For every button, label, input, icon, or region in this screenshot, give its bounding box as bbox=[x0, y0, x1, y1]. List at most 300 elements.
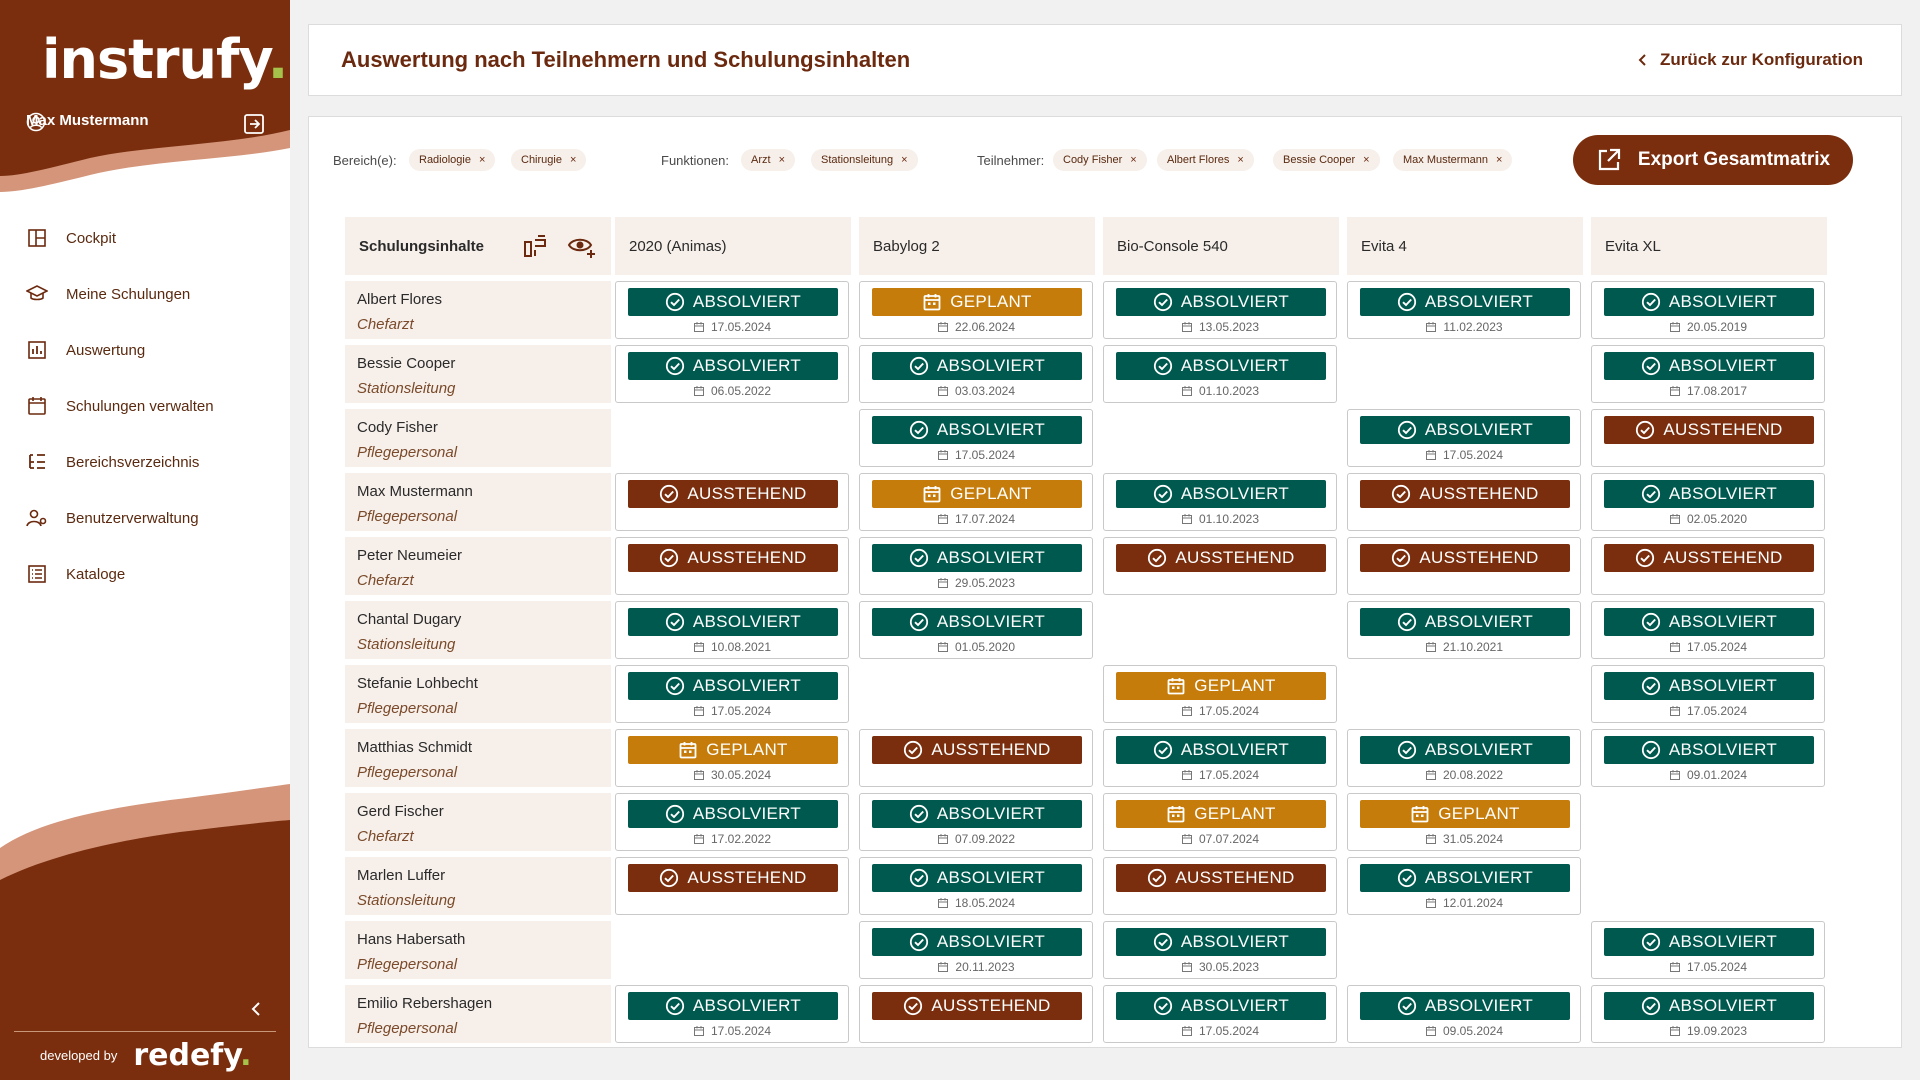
filter-chip-bereich[interactable] bbox=[511, 149, 586, 171]
matrix-cell[interactable] bbox=[859, 793, 1093, 851]
matrix-cell[interactable] bbox=[1103, 345, 1337, 403]
column-header-label: Bio-Console 540 bbox=[1117, 237, 1228, 255]
calendar-small-icon bbox=[1669, 385, 1681, 397]
status-date bbox=[1348, 640, 1580, 654]
calendar-small-icon bbox=[937, 513, 949, 525]
matrix-cell[interactable] bbox=[1103, 729, 1337, 787]
matrix-cell[interactable] bbox=[859, 537, 1093, 595]
status-absolviert-badge[interactable] bbox=[1116, 480, 1326, 508]
teilnehmer-filter-label: Teilnehmer: bbox=[977, 153, 1045, 168]
participant-label bbox=[345, 729, 611, 787]
date-value: 01.05.2020 bbox=[954, 640, 1016, 654]
status-absolviert-badge[interactable] bbox=[628, 288, 838, 316]
status-date bbox=[860, 960, 1092, 974]
matrix-cell[interactable] bbox=[1591, 729, 1825, 787]
status-geplant-badge[interactable] bbox=[1360, 800, 1570, 828]
status-label: AUSSTEHEND bbox=[1419, 548, 1539, 567]
matrix-cell[interactable] bbox=[1591, 473, 1825, 531]
date-value: 10.08.2021 bbox=[710, 640, 772, 654]
matrix-cell[interactable] bbox=[859, 601, 1093, 659]
status-ausstehend-badge[interactable] bbox=[628, 864, 838, 892]
calendar-icon bbox=[1166, 676, 1186, 696]
calendar-small-icon bbox=[937, 385, 949, 397]
check-circle-icon bbox=[1153, 932, 1173, 952]
status-absolviert-badge[interactable] bbox=[1604, 288, 1814, 316]
calendar-small-icon bbox=[1181, 769, 1193, 781]
matrix-cell[interactable] bbox=[1103, 793, 1337, 851]
status-label: GEPLANT bbox=[1438, 804, 1520, 823]
participant-role: Pflegepersonal bbox=[357, 956, 458, 973]
status-absolviert-badge[interactable] bbox=[1360, 864, 1570, 892]
filter-chip-teilnehmer[interactable] bbox=[1273, 149, 1380, 171]
matrix-cell[interactable] bbox=[1103, 857, 1337, 915]
status-absolviert-badge[interactable] bbox=[628, 800, 838, 828]
status-date bbox=[1104, 1024, 1336, 1038]
matrix-cell[interactable] bbox=[1591, 601, 1825, 659]
check-circle-icon bbox=[1641, 292, 1661, 312]
check-circle-icon bbox=[665, 804, 685, 824]
status-absolviert-badge[interactable] bbox=[1116, 992, 1326, 1020]
check-circle-icon bbox=[665, 356, 685, 376]
status-label: GEPLANT bbox=[1194, 804, 1276, 823]
matrix-cell[interactable] bbox=[615, 729, 849, 787]
status-date bbox=[1104, 768, 1336, 782]
status-date bbox=[616, 320, 848, 334]
status-label: ABSOLVIERT bbox=[936, 612, 1046, 631]
status-date bbox=[616, 1024, 848, 1038]
status-ausstehend-badge[interactable] bbox=[1604, 544, 1814, 572]
chip-label: Arzt bbox=[751, 154, 771, 166]
matrix-cell[interactable] bbox=[1591, 409, 1825, 467]
nav-item-cockpit[interactable] bbox=[0, 210, 290, 266]
user-circle-icon bbox=[26, 112, 46, 132]
date-value: 17.05.2024 bbox=[710, 704, 772, 718]
nav-label: Auswertung bbox=[66, 341, 146, 359]
nav-item-bereichsverzeichnis[interactable] bbox=[0, 434, 290, 490]
date-value: 17.05.2024 bbox=[1686, 704, 1748, 718]
check-circle-icon bbox=[1147, 548, 1167, 568]
status-absolviert-badge[interactable] bbox=[1360, 416, 1570, 444]
date-value: 18.05.2024 bbox=[954, 896, 1016, 910]
remove-chip-icon[interactable]: × bbox=[1130, 154, 1137, 166]
status-label: ABSOLVIERT bbox=[692, 804, 802, 823]
column-config-icon[interactable] bbox=[521, 232, 549, 260]
status-label: ABSOLVIERT bbox=[692, 292, 802, 311]
matrix-cell[interactable] bbox=[1103, 985, 1337, 1043]
matrix-cell[interactable] bbox=[615, 985, 849, 1043]
participant-role: Pflegepersonal bbox=[357, 700, 458, 717]
status-label: ABSOLVIERT bbox=[936, 420, 1046, 439]
nav-item-auswertung[interactable] bbox=[0, 322, 290, 378]
status-ausstehend-badge[interactable] bbox=[1604, 416, 1814, 444]
check-circle-icon bbox=[1635, 420, 1655, 440]
status-date bbox=[616, 384, 848, 398]
status-label: ABSOLVIERT bbox=[936, 932, 1046, 951]
matrix-cell[interactable] bbox=[615, 857, 849, 915]
status-geplant-badge[interactable] bbox=[628, 736, 838, 764]
check-circle-icon bbox=[1397, 740, 1417, 760]
status-absolviert-badge[interactable] bbox=[1604, 672, 1814, 700]
calendar-icon bbox=[678, 740, 698, 760]
status-date bbox=[860, 640, 1092, 654]
filter-chip-funktion[interactable] bbox=[741, 149, 795, 171]
participant-role: Pflegepersonal bbox=[357, 764, 458, 781]
calendar-icon bbox=[1166, 804, 1186, 824]
date-value: 11.02.2023 bbox=[1443, 320, 1503, 334]
calendar-small-icon bbox=[693, 385, 705, 397]
date-value: 01.10.2023 bbox=[1198, 384, 1260, 398]
check-circle-icon bbox=[1397, 420, 1417, 440]
status-ausstehend-badge[interactable] bbox=[1360, 480, 1570, 508]
layout-icon bbox=[26, 227, 48, 249]
participant-name: Peter Neumeier bbox=[357, 547, 463, 564]
status-absolviert-badge[interactable] bbox=[872, 800, 1082, 828]
status-label: AUSSTEHEND bbox=[687, 548, 807, 567]
status-date bbox=[1592, 640, 1824, 654]
matrix-cell[interactable] bbox=[1347, 985, 1581, 1043]
check-circle-icon bbox=[1641, 996, 1661, 1016]
nav-label: Kataloge bbox=[66, 565, 126, 583]
main-navigation bbox=[0, 210, 290, 602]
status-label: ABSOLVIERT bbox=[1668, 676, 1778, 695]
status-absolviert-badge[interactable] bbox=[628, 992, 838, 1020]
calendar-small-icon bbox=[1669, 321, 1681, 333]
date-value: 12.01.2024 bbox=[1442, 896, 1504, 910]
status-ausstehend-badge[interactable] bbox=[1116, 544, 1326, 572]
matrix-cell[interactable] bbox=[1103, 537, 1337, 595]
status-date bbox=[860, 576, 1092, 590]
matrix-cell[interactable] bbox=[859, 345, 1093, 403]
status-date bbox=[860, 832, 1092, 846]
matrix-cell[interactable] bbox=[1591, 281, 1825, 339]
status-absolviert-badge[interactable] bbox=[628, 608, 838, 636]
status-label: AUSSTEHEND bbox=[687, 484, 807, 503]
status-date bbox=[1104, 960, 1336, 974]
status-label: ABSOLVIERT bbox=[1424, 292, 1534, 311]
participant-label bbox=[345, 985, 611, 1043]
status-ausstehend-badge[interactable] bbox=[1360, 544, 1570, 572]
matrix-cell[interactable] bbox=[1591, 345, 1825, 403]
participant-name: Emilio Rebershagen bbox=[357, 995, 493, 1012]
participant-name: Bessie Cooper bbox=[357, 355, 456, 372]
status-absolviert-badge[interactable] bbox=[1116, 928, 1326, 956]
participant-name: Albert Flores bbox=[357, 291, 443, 308]
check-circle-icon bbox=[903, 996, 923, 1016]
matrix-cell[interactable] bbox=[1103, 473, 1337, 531]
matrix-cell[interactable] bbox=[1347, 857, 1581, 915]
status-date bbox=[1348, 320, 1580, 334]
status-label: ABSOLVIERT bbox=[1180, 484, 1290, 503]
date-value: 17.05.2024 bbox=[710, 1024, 772, 1038]
matrix-cell[interactable] bbox=[615, 281, 849, 339]
remove-chip-icon[interactable]: × bbox=[1495, 154, 1503, 166]
chip-label: Radiologie bbox=[419, 154, 471, 166]
status-absolviert-badge[interactable] bbox=[1360, 992, 1570, 1020]
participant-label bbox=[345, 921, 611, 979]
filter-chip-teilnehmer[interactable] bbox=[1393, 149, 1512, 171]
logout-button[interactable] bbox=[242, 112, 266, 136]
matrix-cell[interactable] bbox=[859, 857, 1093, 915]
status-absolviert-badge[interactable] bbox=[1604, 736, 1814, 764]
status-label: ABSOLVIERT bbox=[692, 676, 802, 695]
status-date bbox=[1348, 448, 1580, 462]
status-label: ABSOLVIERT bbox=[1668, 932, 1778, 951]
calendar-icon bbox=[1410, 804, 1430, 824]
status-absolviert-badge[interactable] bbox=[1116, 288, 1326, 316]
status-date bbox=[1592, 1024, 1824, 1038]
matrix-corner-header bbox=[345, 217, 611, 275]
matrix-cell[interactable] bbox=[1591, 985, 1825, 1043]
filter-chip-funktion[interactable] bbox=[811, 149, 918, 171]
status-label: AUSSTEHEND bbox=[931, 740, 1051, 759]
matrix-cell[interactable] bbox=[615, 473, 849, 531]
status-absolviert-badge[interactable] bbox=[1360, 736, 1570, 764]
filter-chip-teilnehmer[interactable] bbox=[1053, 149, 1147, 171]
check-circle-icon bbox=[1391, 548, 1411, 568]
status-label: ABSOLVIERT bbox=[1668, 356, 1778, 375]
status-absolviert-badge[interactable] bbox=[872, 416, 1082, 444]
status-geplant-badge[interactable] bbox=[872, 480, 1082, 508]
status-date bbox=[860, 384, 1092, 398]
matrix-cell[interactable] bbox=[1347, 473, 1581, 531]
status-absolviert-badge[interactable] bbox=[1604, 992, 1814, 1020]
remove-chip-icon[interactable]: × bbox=[1363, 154, 1370, 166]
matrix-cell[interactable] bbox=[1347, 537, 1581, 595]
matrix-cell[interactable] bbox=[859, 409, 1093, 467]
matrix-cell[interactable] bbox=[1103, 665, 1337, 723]
matrix-cell[interactable] bbox=[1347, 729, 1581, 787]
check-circle-icon bbox=[1147, 868, 1167, 888]
chip-label: Cody Fisher bbox=[1063, 154, 1123, 166]
matrix-cell[interactable] bbox=[1103, 281, 1337, 339]
calendar-small-icon bbox=[1181, 1025, 1193, 1037]
calendar-small-icon bbox=[1669, 1025, 1681, 1037]
date-value: 17.05.2024 bbox=[954, 448, 1016, 462]
status-absolviert-badge[interactable] bbox=[1360, 608, 1570, 636]
status-label: ABSOLVIERT bbox=[1668, 612, 1778, 631]
nav-item-benutzerverwaltung[interactable] bbox=[0, 490, 290, 546]
nav-item-meine-schulungen[interactable] bbox=[0, 266, 290, 322]
tree-list-icon bbox=[26, 451, 48, 473]
matrix-cell[interactable] bbox=[615, 537, 849, 595]
calendar-small-icon bbox=[937, 321, 949, 333]
participant-role: Chefarzt bbox=[357, 316, 414, 333]
matrix-cell[interactable] bbox=[1347, 281, 1581, 339]
status-geplant-badge[interactable] bbox=[1116, 672, 1326, 700]
date-value: 17.02.2022 bbox=[710, 832, 772, 846]
matrix-cell[interactable] bbox=[1591, 921, 1825, 979]
matrix-cell[interactable] bbox=[1347, 793, 1581, 851]
status-label: ABSOLVIERT bbox=[1180, 356, 1290, 375]
remove-chip-icon[interactable]: × bbox=[478, 154, 486, 166]
check-circle-icon bbox=[665, 292, 685, 312]
check-circle-icon bbox=[909, 868, 929, 888]
user-name: Max Mustermann bbox=[26, 112, 149, 129]
status-absolviert-badge[interactable] bbox=[628, 672, 838, 700]
check-circle-icon bbox=[909, 804, 929, 824]
chevron-left-icon bbox=[250, 1000, 262, 1018]
matrix-cell[interactable] bbox=[615, 601, 849, 659]
graduation-cap-icon bbox=[26, 283, 48, 305]
matrix-cell[interactable] bbox=[859, 921, 1093, 979]
redefy-logo: redefy. bbox=[133, 1038, 252, 1073]
status-absolviert-badge[interactable] bbox=[1360, 288, 1570, 316]
participant-name: Matthias Schmidt bbox=[357, 739, 473, 756]
chip-label: Chirugie bbox=[521, 154, 562, 166]
corner-label: Schulungsinhalte bbox=[359, 237, 485, 255]
participant-role: Stationsleitung bbox=[357, 892, 456, 909]
nav-item-schulungen-verwalten[interactable] bbox=[0, 378, 290, 434]
status-absolviert-badge[interactable] bbox=[1604, 608, 1814, 636]
external-export-icon bbox=[1596, 147, 1622, 173]
status-label: ABSOLVIERT bbox=[936, 868, 1046, 887]
participant-label bbox=[345, 345, 611, 403]
calendar-small-icon bbox=[1669, 769, 1681, 781]
check-circle-icon bbox=[909, 612, 929, 632]
check-circle-icon bbox=[1153, 356, 1173, 376]
participant-name: Hans Habersath bbox=[357, 931, 466, 948]
collapse-sidebar-button[interactable] bbox=[246, 998, 266, 1024]
matrix-cell[interactable] bbox=[1591, 537, 1825, 595]
status-absolviert-badge[interactable] bbox=[1116, 736, 1326, 764]
column-header bbox=[1347, 217, 1583, 275]
matrix-cell[interactable] bbox=[615, 665, 849, 723]
calendar-small-icon bbox=[1425, 1025, 1437, 1037]
calendar-small-icon bbox=[937, 641, 949, 653]
status-ausstehend-badge[interactable] bbox=[872, 992, 1082, 1020]
status-date bbox=[1592, 384, 1824, 398]
date-value: 17.05.2024 bbox=[1686, 960, 1748, 974]
nav-label: Bereichsverzeichnis bbox=[66, 453, 200, 471]
status-ausstehend-badge[interactable] bbox=[872, 736, 1082, 764]
status-geplant-badge[interactable] bbox=[1116, 800, 1326, 828]
date-value: 07.09.2022 bbox=[954, 832, 1016, 846]
status-label: GEPLANT bbox=[950, 292, 1032, 311]
participant-label bbox=[345, 665, 611, 723]
chip-label: Stationsleitung bbox=[821, 154, 894, 166]
participant-name: Cody Fisher bbox=[357, 419, 438, 436]
status-absolviert-badge[interactable] bbox=[872, 608, 1082, 636]
remove-chip-icon[interactable]: × bbox=[778, 154, 785, 166]
check-circle-icon bbox=[1397, 868, 1417, 888]
check-circle-icon bbox=[1153, 740, 1173, 760]
header-tools bbox=[521, 232, 597, 260]
matrix-cell[interactable] bbox=[615, 793, 849, 851]
status-absolviert-badge[interactable] bbox=[872, 544, 1082, 572]
status-ausstehend-badge[interactable] bbox=[628, 544, 838, 572]
status-absolviert-badge[interactable] bbox=[1116, 352, 1326, 380]
status-ausstehend-badge[interactable] bbox=[628, 480, 838, 508]
date-value: 20.11.2023 bbox=[955, 960, 1015, 974]
participant-role: Chefarzt bbox=[357, 828, 414, 845]
calendar-edit-icon bbox=[26, 395, 48, 417]
matrix-cell[interactable] bbox=[859, 729, 1093, 787]
status-date bbox=[1348, 896, 1580, 910]
status-label: AUSSTEHEND bbox=[1175, 868, 1295, 887]
calendar-small-icon bbox=[937, 897, 949, 909]
participant-name: Chantal Dugary bbox=[357, 611, 462, 628]
status-label: ABSOLVIERT bbox=[692, 612, 802, 631]
status-absolviert-badge[interactable] bbox=[1604, 928, 1814, 956]
participant-label bbox=[345, 281, 611, 339]
matrix-cell[interactable] bbox=[1103, 921, 1337, 979]
calendar-small-icon bbox=[1669, 961, 1681, 973]
status-label: ABSOLVIERT bbox=[936, 548, 1046, 567]
column-header-label: Evita 4 bbox=[1361, 237, 1407, 255]
matrix-cell[interactable] bbox=[859, 473, 1093, 531]
remove-chip-icon[interactable]: × bbox=[569, 154, 577, 166]
back-to-configuration-link[interactable] bbox=[1638, 50, 1863, 70]
chip-label: Albert Flores bbox=[1167, 154, 1230, 166]
visibility-add-icon[interactable] bbox=[567, 232, 597, 260]
calendar-small-icon bbox=[1425, 449, 1437, 461]
column-header bbox=[1591, 217, 1827, 275]
status-ausstehend-badge[interactable] bbox=[1116, 864, 1326, 892]
sidebar-header bbox=[0, 0, 290, 200]
nav-item-kataloge[interactable] bbox=[0, 546, 290, 602]
nav-label: Meine Schulungen bbox=[66, 285, 191, 303]
filter-chip-teilnehmer[interactable] bbox=[1157, 149, 1254, 171]
user-profile[interactable] bbox=[26, 112, 149, 129]
status-absolviert-badge[interactable] bbox=[872, 864, 1082, 892]
status-absolviert-badge[interactable] bbox=[628, 352, 838, 380]
status-absolviert-badge[interactable] bbox=[872, 352, 1082, 380]
calendar-small-icon bbox=[693, 641, 705, 653]
calendar-small-icon bbox=[937, 833, 949, 845]
status-label: ABSOLVIERT bbox=[692, 356, 802, 375]
date-value: 17.05.2024 bbox=[1198, 768, 1260, 782]
participant-role: Pflegepersonal bbox=[357, 1020, 458, 1037]
export-matrix-button[interactable] bbox=[1573, 135, 1853, 185]
status-label: ABSOLVIERT bbox=[1668, 740, 1778, 759]
participant-label bbox=[345, 473, 611, 531]
sidebar bbox=[0, 0, 290, 1080]
matrix-cell[interactable] bbox=[1347, 409, 1581, 467]
participant-role: Stationsleitung bbox=[357, 636, 456, 653]
calendar-small-icon bbox=[1669, 705, 1681, 717]
status-date bbox=[1592, 960, 1824, 974]
status-absolviert-badge[interactable] bbox=[1604, 480, 1814, 508]
status-geplant-badge[interactable] bbox=[872, 288, 1082, 316]
participant-role: Pflegepersonal bbox=[357, 444, 458, 461]
matrix-cell[interactable] bbox=[1591, 665, 1825, 723]
catalog-list-icon bbox=[26, 563, 48, 585]
participant-label bbox=[345, 601, 611, 659]
status-label: ABSOLVIERT bbox=[1180, 932, 1290, 951]
participant-role: Chefarzt bbox=[357, 572, 414, 589]
calendar-small-icon bbox=[1425, 833, 1437, 845]
check-circle-icon bbox=[1391, 484, 1411, 504]
matrix-cell[interactable] bbox=[615, 345, 849, 403]
date-value: 06.05.2022 bbox=[710, 384, 772, 398]
date-value: 03.03.2024 bbox=[954, 384, 1016, 398]
status-date bbox=[1104, 320, 1336, 334]
nav-label: Benutzerverwaltung bbox=[66, 509, 199, 527]
status-date bbox=[616, 768, 848, 782]
matrix-cell[interactable] bbox=[1347, 601, 1581, 659]
calendar-small-icon bbox=[1181, 833, 1193, 845]
matrix-cell[interactable] bbox=[859, 281, 1093, 339]
status-absolviert-badge[interactable] bbox=[1604, 352, 1814, 380]
remove-chip-icon[interactable]: × bbox=[1237, 154, 1244, 166]
matrix-cell[interactable] bbox=[859, 985, 1093, 1043]
check-circle-icon bbox=[1641, 484, 1661, 504]
calendar-small-icon bbox=[1181, 705, 1193, 717]
status-absolviert-badge[interactable] bbox=[872, 928, 1082, 956]
status-date bbox=[1592, 512, 1824, 526]
filter-chip-bereich[interactable] bbox=[409, 149, 495, 171]
remove-chip-icon[interactable]: × bbox=[901, 154, 908, 166]
